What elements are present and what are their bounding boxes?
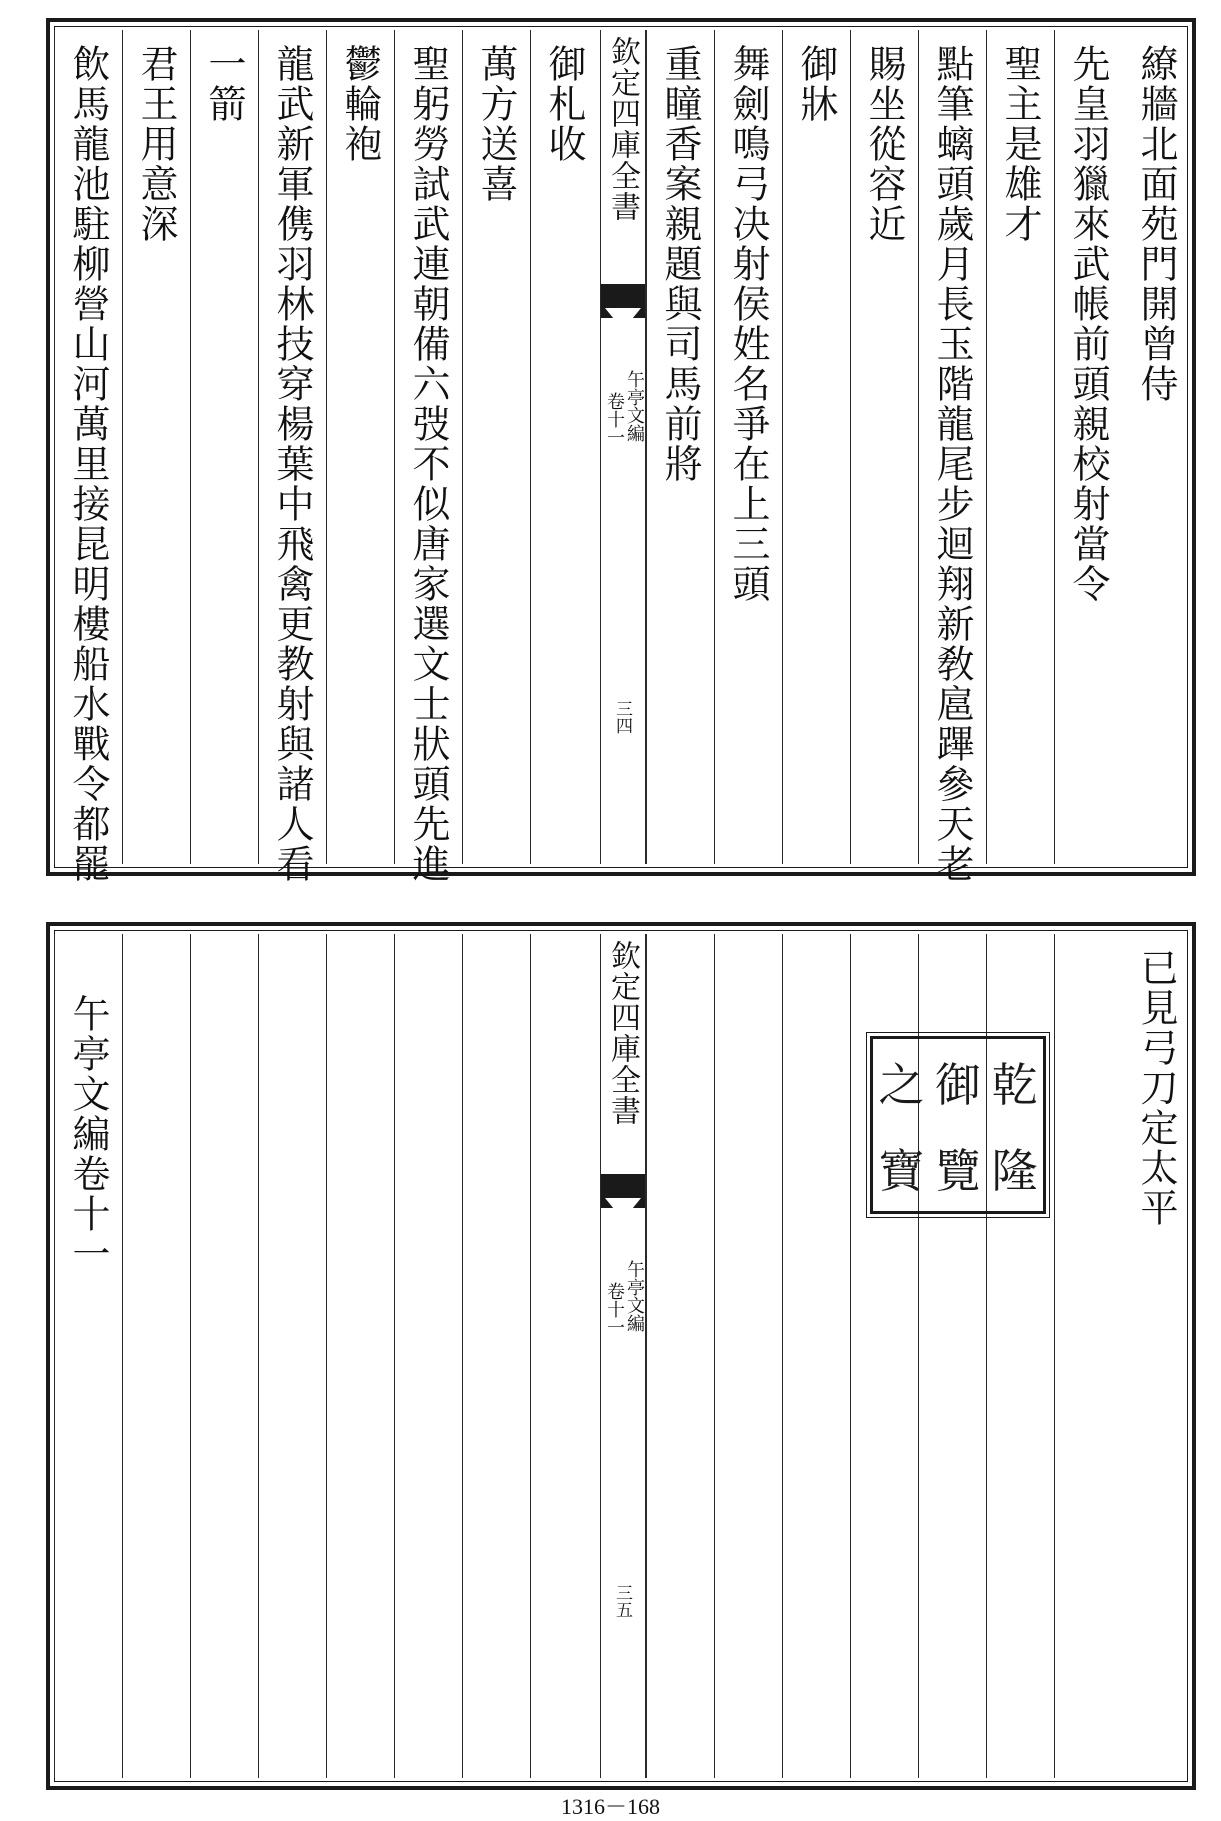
center-volume: 卷十一 — [604, 1282, 625, 1336]
text-column-10 — [462, 934, 530, 1778]
page-number: 三五 — [612, 1584, 632, 1618]
page-footer-label: 1316－168 — [560, 1794, 660, 1819]
top-page — [46, 18, 1196, 884]
text-column-2 — [1054, 934, 1122, 1778]
text-column-11 — [394, 934, 462, 1778]
column-text: 萬方送喜 — [474, 44, 518, 204]
fish-tail-ornament — [601, 284, 645, 318]
column-text: 一箭 — [202, 44, 246, 124]
column-text: 聖躬勞試武連朝備六弢不似唐家選文士狀頭先進 — [406, 44, 450, 884]
imperial-seal — [870, 1036, 1046, 1214]
center-volume: 卷十一 — [604, 392, 625, 446]
seal-character: 御 — [935, 1058, 982, 1112]
page-number: 三四 — [612, 700, 632, 734]
center-fold-column — [600, 30, 646, 864]
column-text: 龍武新軍㑺羽林技穿楊葉中飛禽更教射與諸人看 — [270, 44, 314, 884]
seal-character: 隆 — [991, 1144, 1038, 1198]
text-column-9 — [530, 934, 598, 1778]
fish-tail-ornament — [601, 1174, 645, 1208]
text-column-16 — [54, 934, 122, 1778]
column-text: 鬱輪袍 — [338, 44, 382, 164]
center-fold-column — [600, 934, 646, 1778]
column-text: 飲馬龍池駐柳營山河萬里接昆明樓船水戰令都罷 — [66, 44, 110, 884]
text-column-6 — [782, 30, 850, 864]
text-column-13 — [258, 30, 326, 884]
text-column-14 — [190, 934, 258, 1778]
text-column-11 — [394, 30, 462, 884]
center-title: 欽定四庫全書 — [605, 36, 640, 222]
column-text: 舞劍鳴弓决射侯姓名爭在上三頭 — [726, 44, 770, 604]
column-text: 聖主是雄才 — [998, 44, 1042, 244]
column-text: 已見弓刀定太平 — [1134, 948, 1178, 1228]
text-column-3 — [986, 30, 1054, 864]
text-column-9 — [530, 30, 598, 864]
column-text: 先皇羽獵來武帳前頭親校射當令 — [1066, 44, 1110, 604]
center-book-title: 午亭文編 — [624, 1260, 645, 1332]
text-column-15 — [122, 30, 190, 864]
column-text: 重瞳香案親題與司馬前將 — [658, 44, 702, 484]
seal-character: 乾 — [991, 1058, 1038, 1112]
text-column-1 — [1122, 30, 1190, 864]
text-column-7 — [714, 30, 782, 864]
column-text: 繚牆北面苑門開曾侍 — [1134, 44, 1178, 404]
seal-character: 之 — [878, 1058, 925, 1112]
center-book-title: 午亭文編 — [624, 370, 645, 442]
text-column-8 — [646, 30, 714, 864]
text-column-16 — [54, 30, 122, 884]
text-column-1 — [1122, 934, 1190, 1778]
seal-character: 覽 — [935, 1144, 982, 1198]
text-column-7 — [714, 934, 782, 1778]
column-text: 賜坐從容近 — [862, 44, 906, 244]
column-text: 御牀 — [794, 44, 838, 124]
text-column-13 — [258, 934, 326, 1778]
text-column-2 — [1054, 30, 1122, 864]
column-text: 點筆螭頭歲月長玉階龍尾步迴翔新敎扈蹕參天老 — [930, 44, 974, 884]
text-column-5 — [850, 30, 918, 864]
column-text: 御札收 — [542, 44, 586, 164]
text-column-15 — [122, 934, 190, 1778]
seal-character: 寶 — [878, 1144, 925, 1198]
text-column-4 — [918, 30, 986, 884]
center-title: 欽定四庫全書 — [605, 940, 640, 1126]
text-column-12 — [326, 934, 394, 1778]
text-column-14 — [190, 30, 258, 864]
text-column-6 — [782, 934, 850, 1778]
text-column-12 — [326, 30, 394, 864]
column-text: 君王用意深 — [134, 44, 178, 244]
column-text: 午亭文編卷十一 — [66, 994, 110, 1274]
bottom-page — [46, 922, 1196, 1790]
text-column-10 — [462, 30, 530, 864]
text-column-8 — [646, 934, 714, 1778]
